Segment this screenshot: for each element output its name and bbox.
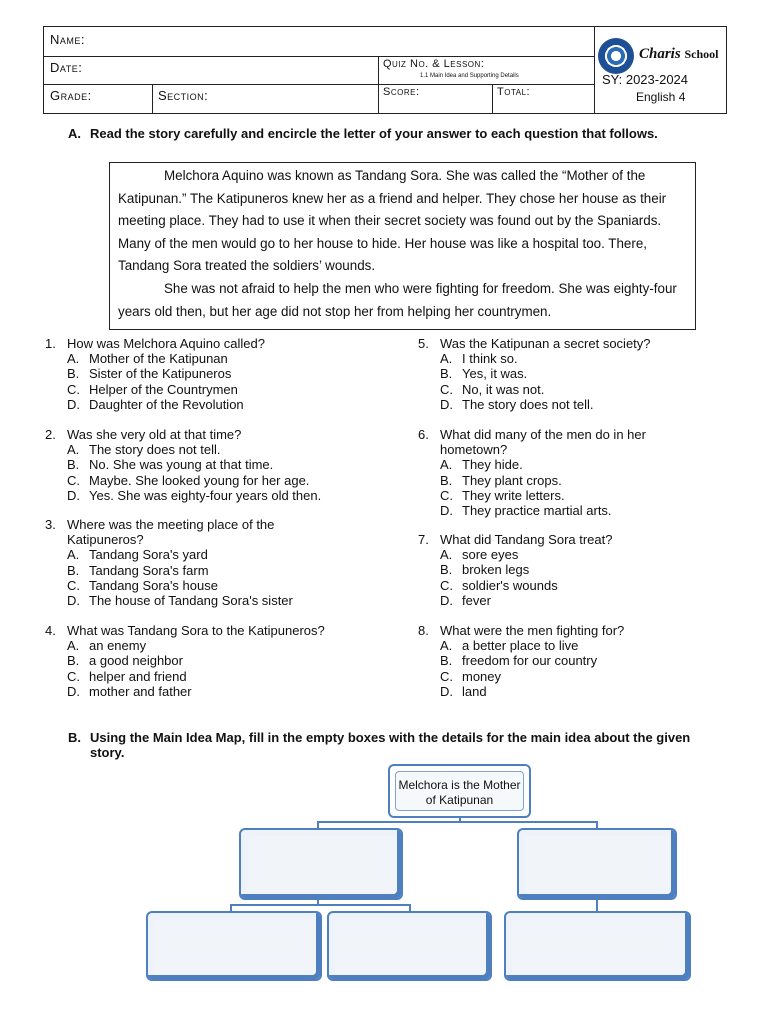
option-letter[interactable]: D. (67, 396, 80, 412)
option-letter[interactable]: A. (440, 547, 453, 563)
option-text: Maybe. She looked young for her age. (89, 472, 310, 488)
question-text: What were the men fighting for? (440, 623, 625, 638)
option-letter[interactable]: C. (440, 381, 453, 397)
option-letter[interactable]: A. (440, 638, 453, 654)
option-text: a good neighbor (89, 653, 183, 669)
answer-option[interactable] (45, 653, 375, 668)
option-text: mother and father (89, 683, 192, 699)
section-a-instruction: Read the story carefully and encircle the letter of your answer to each question that follows. (90, 126, 658, 141)
answer-option[interactable] (418, 684, 718, 699)
option-letter[interactable]: B. (440, 472, 453, 488)
option-text: Mother of the Katipunan (89, 351, 228, 367)
question-text-row (45, 517, 330, 547)
header-divider (152, 84, 153, 114)
answer-option[interactable] (418, 473, 683, 488)
option-letter[interactable]: B. (440, 653, 453, 669)
option-letter[interactable]: B. (67, 366, 80, 382)
option-text: Daughter of the Revolution (89, 396, 244, 412)
main-idea-text: Melchora is the Mother of Katipunan (395, 771, 524, 811)
detail-box-3[interactable] (146, 911, 322, 981)
option-letter[interactable]: D. (440, 503, 453, 519)
option-text: They write letters. (462, 487, 565, 503)
question-number: 8. (418, 623, 429, 638)
option-letter[interactable]: A. (440, 457, 453, 473)
option-text: They practice martial arts. (462, 503, 612, 519)
answer-option[interactable] (45, 488, 375, 503)
question-text-row (418, 532, 718, 547)
main-idea-box (388, 764, 531, 818)
option-text: Yes, it was. (462, 366, 528, 382)
option-letter[interactable]: B. (67, 653, 80, 669)
question-text: What did many of the men do in her hometown? (440, 427, 646, 458)
option-letter[interactable]: C. (67, 577, 80, 593)
option-letter[interactable]: D. (67, 593, 80, 609)
answer-option[interactable] (418, 593, 718, 608)
option-letter[interactable]: C. (67, 668, 80, 684)
question-text: Was the Katipunan a secret society? (440, 336, 651, 351)
answer-option[interactable] (418, 351, 718, 366)
option-letter[interactable]: D. (67, 683, 80, 699)
question-4 (45, 623, 375, 699)
option-text: soldier's wounds (462, 577, 558, 593)
option-letter[interactable]: C. (440, 577, 453, 593)
option-letter[interactable]: B. (440, 366, 453, 382)
option-text: land (462, 683, 487, 699)
quiz-label: Quiz No. & Lesson: (383, 58, 485, 70)
answer-option[interactable] (418, 397, 718, 412)
option-text: The house of Tandang Sora's sister (89, 593, 293, 609)
option-letter[interactable]: B. (440, 562, 453, 578)
option-text: I think so. (462, 351, 518, 367)
answer-option[interactable] (45, 442, 375, 457)
question-text: What was Tandang Sora to the Katipuneros? (67, 623, 325, 638)
option-text: Helper of the Countrymen (89, 381, 238, 397)
answer-option[interactable] (45, 578, 330, 593)
option-text: Tandang Sora's farm (89, 562, 209, 578)
name-label: Name: (50, 32, 86, 47)
answer-option[interactable] (45, 563, 330, 578)
question-number: 6. (418, 427, 429, 442)
question-text-row (45, 427, 375, 442)
school-year: SY: 2023-2024 (602, 72, 689, 87)
answer-option[interactable] (45, 669, 375, 684)
option-text: No. She was young at that time. (89, 457, 274, 473)
map-connector (317, 821, 597, 823)
section-b-letter: B. (68, 730, 81, 745)
question-number: 5. (418, 336, 429, 351)
option-letter[interactable]: D. (67, 487, 80, 503)
question-7 (418, 532, 718, 608)
answer-option[interactable] (45, 684, 375, 699)
option-text: Tandang Sora's house (89, 577, 218, 593)
school-name-text: Charis (639, 46, 681, 62)
option-text: a better place to live (462, 638, 579, 654)
answer-option[interactable] (418, 366, 718, 381)
detail-box-5[interactable] (504, 911, 691, 981)
question-number: 4. (45, 623, 56, 638)
option-letter[interactable]: A. (67, 351, 80, 367)
option-letter[interactable]: C. (440, 487, 453, 503)
question-6 (418, 427, 683, 518)
answer-option[interactable] (45, 366, 375, 381)
option-text: Tandang Sora's yard (89, 547, 208, 563)
option-letter[interactable]: A. (67, 547, 80, 563)
grade-label: Grade: (50, 88, 92, 103)
header-divider (492, 84, 493, 114)
detail-box-2[interactable] (517, 828, 677, 900)
detail-box-1[interactable] (239, 828, 403, 900)
answer-option[interactable] (45, 593, 330, 608)
question-3 (45, 517, 330, 608)
score-label: Score: (383, 86, 420, 98)
option-letter[interactable]: D. (440, 396, 453, 412)
question-text-row (418, 623, 718, 638)
story-box (109, 162, 696, 330)
question-number: 7. (418, 532, 429, 547)
total-label: Total: (497, 86, 531, 98)
subject: English 4 (636, 90, 686, 104)
story-paragraph-2: She was not afraid to help the men who were fighting for freedom. She was eighty-four years old then, but her age did not stop her from helping her countrymen. (118, 280, 677, 319)
answer-option[interactable] (45, 457, 375, 472)
question-number: 1. (45, 336, 56, 351)
option-text: Sister of the Katipuneros (89, 366, 232, 382)
option-text: The story does not tell. (462, 396, 594, 412)
answer-option[interactable] (418, 653, 718, 668)
option-text: They hide. (462, 457, 523, 473)
school-name (639, 46, 718, 63)
option-text: an enemy (89, 638, 147, 654)
question-2 (45, 427, 375, 503)
option-letter[interactable]: A. (67, 442, 80, 458)
answer-option[interactable] (418, 578, 718, 593)
section-label: Section: (158, 88, 209, 103)
answer-option[interactable] (45, 473, 375, 488)
question-1 (45, 336, 375, 412)
school-suffix: School (684, 47, 719, 61)
option-text: Yes. She was eighty-four years old then. (89, 487, 322, 503)
header-divider (43, 84, 594, 85)
date-label: Date: (50, 60, 83, 75)
story-paragraph-1: Melchora Aquino was known as Tandang Sora. She was called the “Mother of the Katipunan.” The Katipuneros knew her as a friend and helper. They chose her house as their meeting place. They had to use it when their secret society was found out by the Spaniards. Many of the men would go to her house to hide. Her house was like a hospital too. There, Tandang Sora treated the soldiers’ wounds. (118, 168, 667, 274)
header-divider (378, 56, 379, 114)
section-b-instruction: Using the Main Idea Map, fill in the empty boxes with the details for the main idea about the given story. (90, 730, 691, 760)
header-divider (43, 56, 594, 57)
option-text: money (462, 668, 502, 684)
question-number: 2. (45, 427, 56, 442)
answer-option[interactable] (418, 457, 683, 472)
option-text: They plant crops. (462, 472, 562, 488)
answer-option[interactable] (45, 351, 375, 366)
option-letter[interactable]: D. (440, 592, 453, 608)
question-text: What did Tandang Sora treat? (440, 532, 613, 547)
lesson-value: 1.1 Main Idea and Supporting Details (420, 73, 519, 79)
option-text: sore eyes (462, 547, 519, 563)
question-text-row (45, 336, 375, 351)
option-text: The story does not tell. (89, 442, 221, 458)
section-a-letter: A. (68, 126, 81, 141)
option-letter[interactable]: B. (67, 457, 80, 473)
option-letter[interactable]: C. (440, 668, 453, 684)
question-text-row (45, 623, 375, 638)
question-text: How was Melchora Aquino called? (67, 336, 265, 351)
option-text: helper and friend (89, 668, 187, 684)
answer-option[interactable] (45, 547, 330, 562)
school-logo (598, 38, 634, 74)
option-text: No, it was not. (462, 381, 545, 397)
question-text: Where was the meeting place of the Katipuneros? (67, 517, 275, 548)
answer-option[interactable] (45, 397, 375, 412)
option-text: freedom for our country (462, 653, 598, 669)
option-text: broken legs (462, 562, 530, 578)
answer-option[interactable] (418, 547, 718, 562)
option-letter[interactable]: A. (67, 638, 80, 654)
answer-option[interactable] (418, 638, 718, 653)
answer-option[interactable] (418, 562, 718, 577)
option-letter[interactable]: C. (67, 381, 80, 397)
answer-option[interactable] (45, 638, 375, 653)
option-text: fever (462, 592, 491, 608)
detail-box-4[interactable] (327, 911, 492, 981)
option-letter[interactable]: D. (440, 683, 453, 699)
option-letter[interactable]: A. (440, 351, 453, 367)
map-connector (230, 904, 410, 906)
question-8 (418, 623, 718, 699)
question-text-row (418, 427, 683, 457)
answer-option[interactable] (418, 669, 718, 684)
answer-option[interactable] (418, 382, 718, 397)
question-5 (418, 336, 718, 412)
answer-option[interactable] (45, 382, 375, 397)
header-divider (594, 26, 595, 114)
question-number: 3. (45, 517, 56, 532)
answer-option[interactable] (418, 503, 683, 518)
option-letter[interactable]: B. (67, 562, 80, 578)
answer-option[interactable] (418, 488, 683, 503)
option-letter[interactable]: C. (67, 472, 80, 488)
question-text: Was she very old at that time? (67, 427, 242, 442)
question-text-row (418, 336, 718, 351)
